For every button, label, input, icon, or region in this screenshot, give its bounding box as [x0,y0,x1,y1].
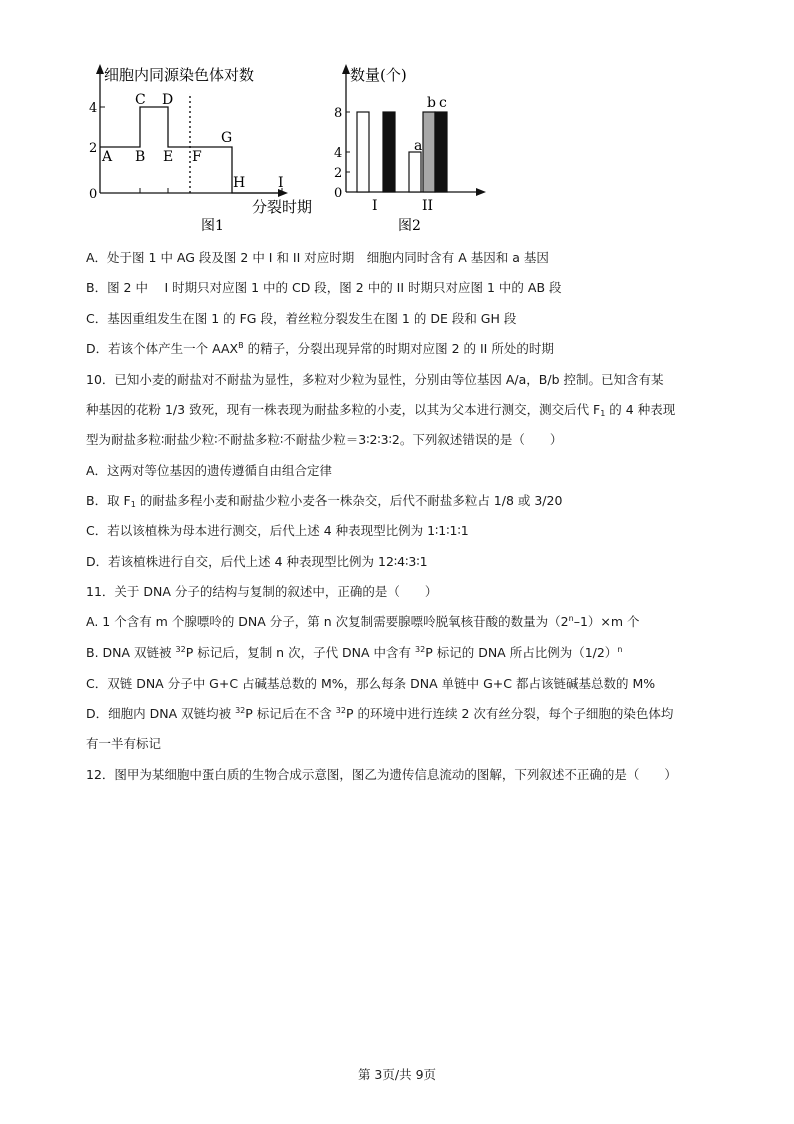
q10-stem-line3: 型为耐盐多粒∶耐盐少粒∶不耐盐多粒∶不耐盐少粒＝3∶2∶3∶2。下列叙述错误的是（ ） [86,432,563,447]
fig2-bars [357,112,447,192]
q9-option-b: B．图 2 中 I 时期只对应图 1 中的 CD 段，图 2 中的 II 时期只对应图 1 中的 AB 段 [86,280,562,295]
page-footer: 第 3页/共 9页 [357,1067,437,1082]
fig1-step-line [100,107,280,193]
fig2-ylabel: 数量(个) [350,66,407,84]
q11-stem: 11．关于 DNA 分子的结构与复制的叙述中，正确的是（ ） [86,584,438,599]
q10-option-b: B．取 $F_1$ 的耐盐多程小麦和耐盐少粒小麦各一株杂交，后代不耐盐多粒占 1/8 或 3/20 [86,493,563,509]
fig1-label-e: E [163,149,174,165]
q9-option-a: A．处于图 1 中 AG 段及图 2 中 I 和 II 对应时期 细胞内同时含有 A 基因和 a 基因 [86,250,549,265]
q11-option-c: C．双链 DNA 分子中 G+C 占碱基总数的 M%，那么每条 DNA 单链中 G+C 都占该链碱基总数的 M% [86,676,656,691]
fig2-bar-b-2 [423,112,435,192]
fig2-caption: 图2 [398,218,421,234]
q11-option-d: D．细胞内 DNA 双链均被 $^{32}$P 标记后在不含 $^{32}$P 的环境中进行连续 2 次有丝分裂，每个子细胞的染色体均 [86,706,674,721]
q11-option-d-line2: 有一半有标记 [86,736,162,751]
fig2-y-arrow [342,64,350,74]
fig2-x-arrow [476,188,486,196]
fig1-label-h: H [233,175,246,191]
fig1-label-f: F [192,149,202,165]
fig1-xlabel: 分裂时期 [252,198,313,216]
fig1-label-i: I [278,175,284,191]
fig2-bar-a-1 [357,112,369,192]
fig2-label-b: b [427,95,436,111]
fig1-ytick-4: 4 [89,101,98,116]
q9-option-c: C．基因重组发生在图 1 的 FG 段，着丝粒分裂发生在图 1 的 DE 段和 GH 段 [86,311,517,326]
fig2-label-a: a [414,138,423,154]
q12-stem: 12．图甲为某细胞中蛋白质的生物合成示意图，图乙为遗传信息流动的图解，下列叙述不正确的是（ ） [86,767,677,782]
q11-option-a: A. 1 个含有 m 个腺嘌呤的 DNA 分子，第 n 次复制需要腺嘌呤脱氧核苷酸的数量为$(2^n-1)\times m$ 个 [86,614,640,629]
fig2-category-2: II [422,198,434,214]
fig2-category-1: I [372,198,378,214]
fig1-label-d: D [162,92,174,108]
fig2-ytick-0: 0 [334,186,343,201]
fig1-label-a: A [102,149,113,165]
fig1-label-c: C [135,92,146,108]
fig2-bar-c-1 [383,112,395,192]
fig2-ytick-4: 4 [334,146,343,161]
q9-option-d: D．若该个体产生一个 $AAX^B$ 的精子，分裂出现异常的时期对应图 2 的 II 所处的时期 [86,341,554,356]
q11-option-b: B. DNA 双链被 $^{32}$P 标记后，复制 n 次，子代 DNA 中含有 $^{32}$P 标记的 DNA 所占比例为$(1/2)^n$ [86,645,623,660]
fig1-ytick-0: 0 [89,187,98,202]
q10-option-c: C．若以该植株为母本进行测交，后代上述 4 种表现型比例为 1∶1∶1∶1 [86,523,469,538]
fig2-ytick-2: 2 [334,166,343,181]
fig1-ytick-2: 2 [89,141,98,156]
fig1-label-g: G [221,130,233,146]
fig1-caption: 图1 [201,218,224,234]
fig1-y-arrow [96,64,104,74]
fig2-label-c: c [439,95,447,111]
fig2-bar-a-2 [409,152,421,192]
figure-1 [80,60,330,239]
fig2-ytick-8: 8 [334,106,343,121]
figure-2 [328,60,498,239]
fig1-label-b: B [135,149,146,165]
q10-option-d: D．若该植株进行自交，后代上述 4 种表现型比例为 12∶4∶3∶1 [86,554,428,569]
fig1-ylabel: 细胞内同源染色体对数 [104,66,255,84]
q10-stem-line2: 种基因的花粉 1/3 致死，现有一株表现为耐盐多粒的小麦，以其为父本进行测交，测交后代 $F_1$ 的 4 种表现 [86,402,676,418]
q10-stem-line1: 10．已知小麦的耐盐对不耐盐为显性，多粒对少粒为显性，分别由等位基因 A/a，B/b 控制。已知含有某 [86,372,664,387]
fig2-bar-c-2 [435,112,447,192]
q10-option-a: A．这两对等位基因的遗传遵循自由组合定律 [86,463,333,478]
